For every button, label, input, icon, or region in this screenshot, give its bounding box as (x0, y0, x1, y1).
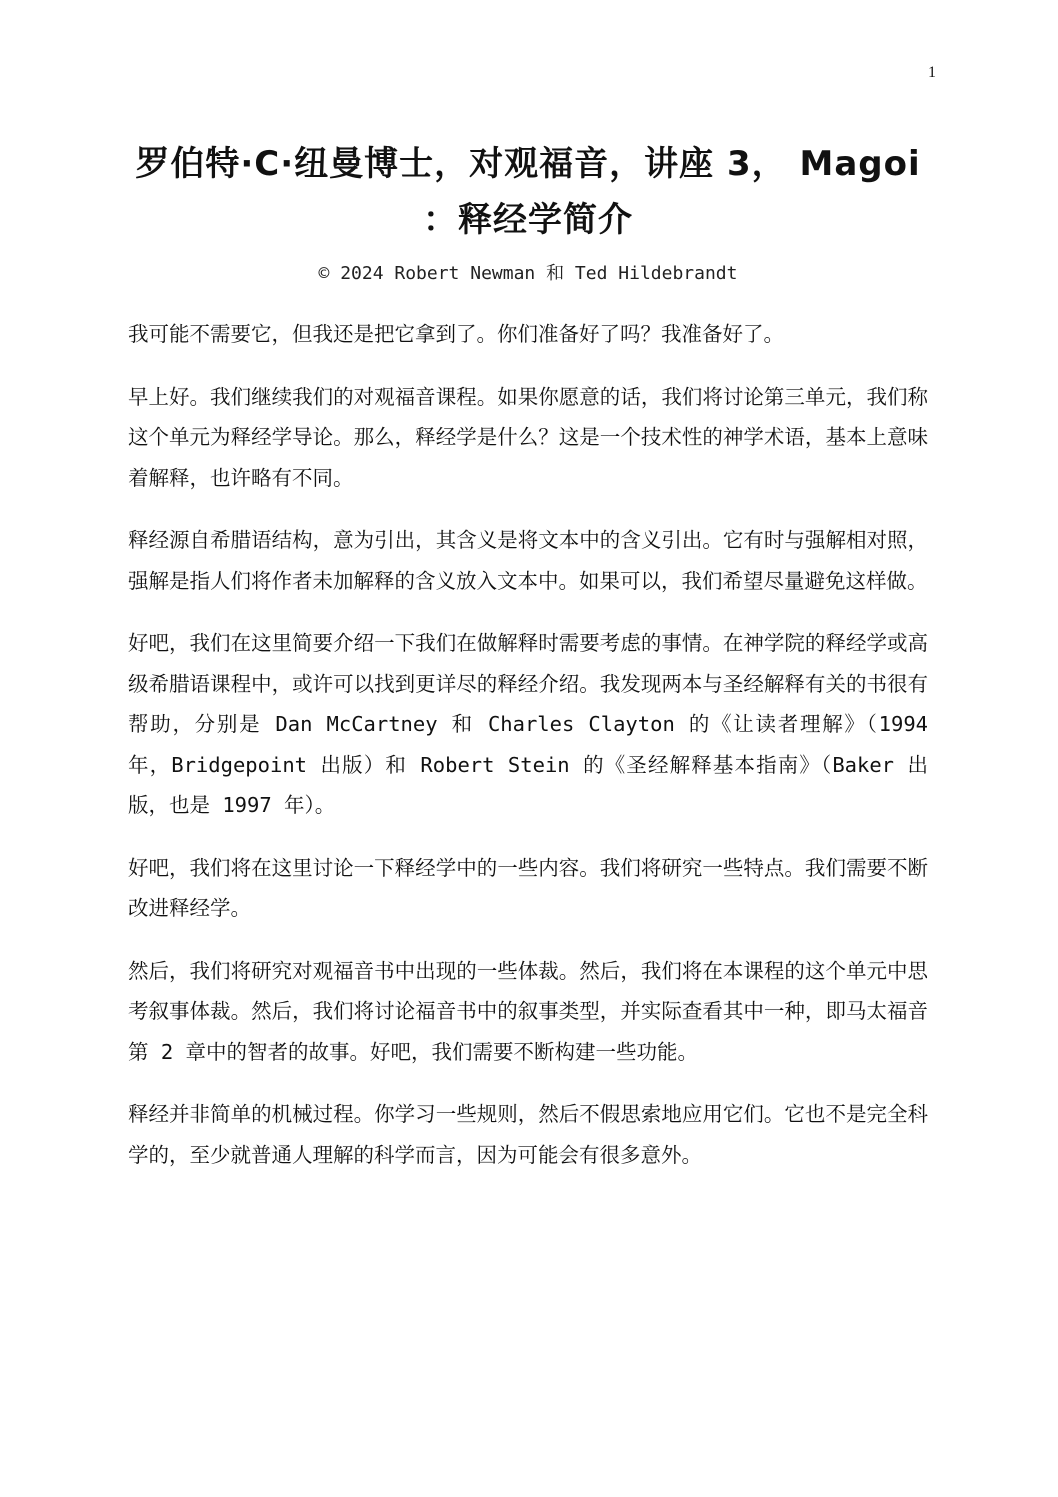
document-body (128, 314, 928, 1197)
paragraph: 早上好。我们继续我们的对观福音课程。如果你愿意的话，我们将讨论第三单元，我们称这个单元为释经学导论。那么，释经学是什么？这是一个技术性的神学术语，基本上意味着解释，也许略有不同。 (128, 384, 928, 490)
paragraph: 释经并非简单的机械过程。你学习一些规则，然后不假思索地应用它们。它也不是完全科学的，至少就普通人理解的科学而言，因为可能会有很多意外。 (128, 1102, 928, 1167)
paragraph: 释经源自希腊语结构，意为引出，其含义是将文本中的含义引出。它有时与强解相对照，强解是指人们将作者未加解释的含义放入文本中。如果可以，我们希望尽量避免这样做。 (128, 528, 928, 593)
paragraph: 我可能不需要它，但我还是把它拿到了。你们准备好了吗？我准备好了。 (128, 322, 784, 346)
page-number: 1 (928, 64, 936, 81)
document-title: 罗伯特·C·纽曼博士，对观福音，讲座 3， Magoi ：释经学简介 (135, 144, 921, 240)
paragraph: 好吧，我们在这里简要介绍一下我们在做解释时需要考虑的事情。在神学院的释经学或高级希腊语课程中，或许可以找到更详尽的释经介绍。我发现两本与圣经解释有关的书很有帮助，分别是 Dan McCartney 和 Charles Clayton 的《让读者理解》（1994 年，Bridgepoint 出版）和 Robert Stein 的《圣经解释基本指南》（Baker 出版，也是 1997 年）。 (128, 631, 928, 817)
paragraph: 然后，我们将研究对观福音书中出现的一些体裁。然后，我们将在本课程的这个单元中思考叙事体裁。然后，我们将讨论福音书中的叙事类型，并实际查看其中一种，即马太福音第 2 章中的智者的故事。好吧，我们需要不断构建一些功能。 (128, 958, 928, 1064)
paragraph: 好吧，我们将在这里讨论一下释经学中的一些内容。我们将研究一些特点。我们需要不断改进释经学。 (128, 855, 928, 920)
copyright-line: © 2024 Robert Newman 和 Ted Hildebrandt (318, 263, 738, 284)
